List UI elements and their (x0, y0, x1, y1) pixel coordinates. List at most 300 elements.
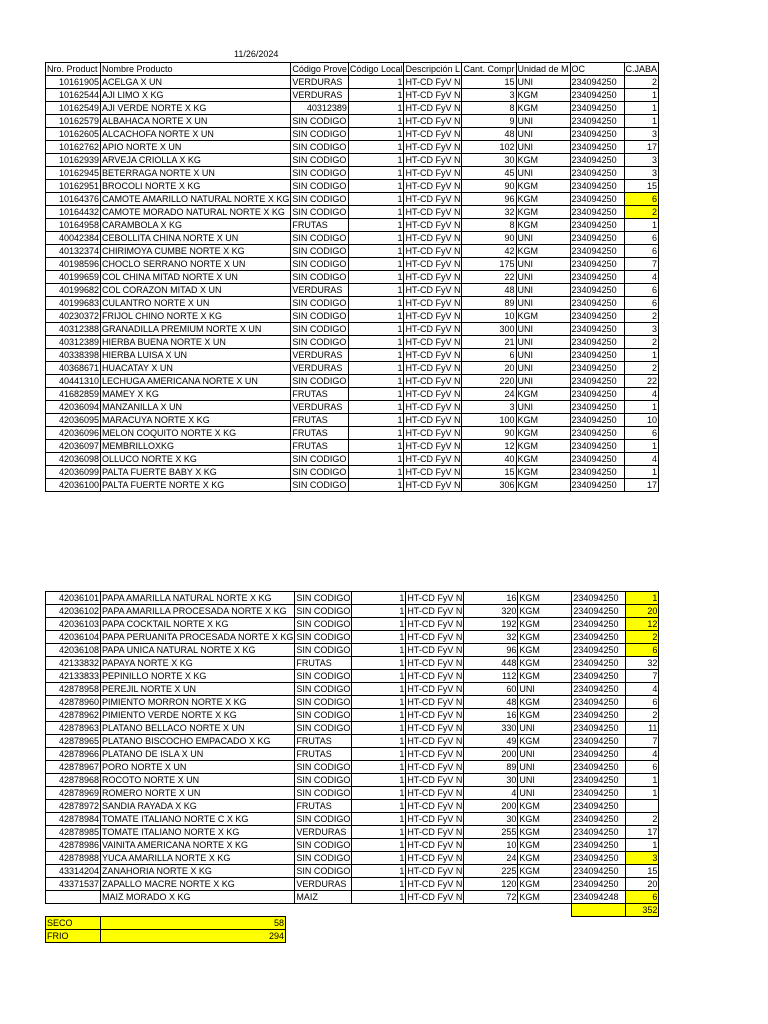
products-table-top (45, 62, 659, 492)
cell-desc: HT-CD FyV N (407, 736, 463, 746)
cell-cant: 24 (464, 852, 518, 865)
cell-nro: 10162544 (46, 89, 101, 102)
cell-nombre: BROCOLI NORTE X KG (101, 180, 291, 193)
cell-local: 1 (348, 453, 404, 466)
cell-cant: 72 (464, 891, 518, 904)
cell-cant: 15 (462, 76, 516, 89)
cell-local: 1 (352, 618, 406, 631)
total-row (46, 904, 659, 917)
cell-desc: HT-CD FyV N (405, 480, 461, 490)
table-row (46, 258, 659, 271)
cell-desc: HT-CD FyV N (405, 389, 461, 399)
cell-desc: HT-CD FyV N (407, 879, 463, 889)
cell-nombre: HIERBA LUISA X UN (101, 349, 291, 362)
table-row (46, 271, 659, 284)
cell-oc: 234094250 (570, 180, 624, 193)
cell-prov: SIN CODIGO (296, 606, 351, 616)
cell-unidad: KGM (518, 813, 572, 826)
cell-nombre: HIERBA BUENA NORTE X UN (101, 336, 291, 349)
cell-oc: 234094250 (570, 102, 624, 115)
column-header: C.JABA (625, 64, 658, 74)
column-header: Código Prove (292, 64, 347, 74)
cell-jaba: 20 (626, 605, 659, 618)
table-row (46, 362, 659, 375)
cell-nombre: CAMOTE MORADO NATURAL NORTE X KG (101, 206, 291, 219)
cell-nro: 43371537 (46, 878, 101, 891)
cell-unidad: KGM (516, 479, 570, 492)
cell-desc: HT-CD FyV N (405, 428, 461, 438)
cell-cant: 220 (462, 375, 516, 388)
cell-local: 1 (352, 644, 406, 657)
cell-unidad: KGM (516, 466, 570, 479)
cell-nro: 42878972 (46, 800, 101, 813)
cell-jaba: 17 (626, 826, 659, 839)
cell-jaba: 2 (624, 76, 659, 89)
cell-prov: FRUTAS (291, 427, 349, 440)
cell-nombre: PEPINILLO NORTE X KG (101, 670, 295, 683)
empty-cell (46, 904, 101, 917)
cell-prov: SIN CODIGO (291, 479, 349, 492)
cell-nombre: MELON COQUITO NORTE X KG (101, 427, 291, 440)
cell-cant: 24 (462, 388, 516, 401)
cell-nro: 42036096 (46, 427, 101, 440)
cell-nro: 42878968 (46, 774, 101, 787)
total-jaba: 352 (626, 904, 659, 917)
cell-desc: HT-CD FyV N (405, 129, 461, 139)
cell-local: 1 (348, 466, 404, 479)
cell-nro: 42036094 (46, 401, 101, 414)
table-row (46, 631, 659, 644)
cell-local: 1 (352, 683, 406, 696)
table-row (46, 826, 659, 839)
cell-jaba: 3 (626, 852, 659, 865)
column-header: Nombre Producto (101, 63, 291, 76)
cell-cant: 225 (464, 865, 518, 878)
cell-nombre: FRIJOL CHINO NORTE X KG (101, 310, 291, 323)
cell-cant: 192 (464, 618, 518, 631)
cell-nro: 40312389 (46, 336, 101, 349)
cell-nombre: PIMIENTO MORRON NORTE X KG (101, 696, 295, 709)
table-row (46, 683, 659, 696)
cell-nro: 43314204 (46, 865, 101, 878)
cell-desc: HT-CD FyV N (405, 311, 461, 321)
cell-desc: HT-CD FyV N (405, 324, 461, 334)
cell-nombre: CAMOTE AMARILLO NATURAL NORTE X KG (102, 194, 290, 204)
cell-nro: 42036095 (46, 414, 101, 427)
cell-unidad: UNI (518, 683, 572, 696)
cell-desc: HT-CD FyV N (405, 272, 461, 282)
table-row (46, 245, 659, 258)
table-row (46, 349, 659, 362)
cell-nro: 42036103 (46, 618, 101, 631)
cell-nombre: CULANTRO NORTE X UN (101, 297, 291, 310)
cell-cant: 21 (462, 336, 516, 349)
cell-oc: 234094250 (570, 167, 624, 180)
cell-local: 1 (352, 891, 406, 904)
column-header: Unidad de M (517, 64, 569, 74)
cell-jaba: 1 (626, 592, 659, 605)
cell-nombre: ROMERO NORTE X UN (101, 787, 295, 800)
cell-local: 1 (352, 605, 406, 618)
cell-jaba: 7 (624, 258, 659, 271)
cell-jaba: 11 (626, 722, 659, 735)
cell-jaba: 2 (624, 206, 659, 219)
cell-nro: 42878969 (46, 787, 101, 800)
cell-desc: HT-CD FyV N (407, 632, 463, 642)
cell-cant: 4 (464, 787, 518, 800)
cell-prov: FRUTAS (295, 748, 352, 761)
cell-unidad: UNI (516, 271, 570, 284)
cell-nro: 10164376 (46, 193, 101, 206)
cell-unidad: UNI (516, 141, 570, 154)
cell-nro: 10164432 (46, 206, 101, 219)
cell-oc: 234094250 (570, 89, 624, 102)
cell-nro: 10162762 (46, 141, 101, 154)
cell-unidad: UNI (516, 232, 570, 245)
cell-local: 1 (352, 852, 406, 865)
cell-nro: 42878988 (46, 852, 101, 865)
cell-cant: 112 (464, 670, 518, 683)
header-row (46, 63, 659, 76)
cell-nro: 42878985 (46, 826, 101, 839)
summary-table (45, 916, 286, 943)
cell-local: 1 (348, 479, 404, 492)
cell-local: 1 (352, 800, 406, 813)
cell-unidad: UNI (516, 128, 570, 141)
cell-unidad: KGM (518, 839, 572, 852)
cell-unidad: KGM (516, 440, 570, 453)
cell-prov: FRUTAS (295, 800, 352, 813)
table-row (46, 284, 659, 297)
cell-desc: HT-CD FyV N (407, 697, 463, 707)
cell-nro: 42036104 (46, 631, 101, 644)
cell-oc: 234094250 (570, 284, 624, 297)
cell-nro: 40199682 (46, 284, 101, 297)
cell-unidad: UNI (516, 76, 570, 89)
table-row (46, 813, 659, 826)
cell-cant: 120 (464, 878, 518, 891)
cell-jaba: 1 (624, 89, 659, 102)
cell-nombre: HUACATAY X UN (101, 362, 291, 375)
cell-nro: 40199683 (46, 297, 101, 310)
table-row (46, 206, 659, 219)
cell-unidad: UNI (518, 761, 572, 774)
cell-jaba: 4 (626, 748, 659, 761)
cell-prov: SIN CODIGO (291, 323, 349, 336)
cell-nro: 42878984 (46, 813, 101, 826)
cell-oc: 234094250 (570, 219, 624, 232)
cell-unidad: KGM (516, 89, 570, 102)
cell-nro: 42878986 (46, 839, 101, 852)
cell-desc: HT-CD FyV N (405, 298, 461, 308)
cell-jaba: 32 (626, 657, 659, 670)
cell-local: 1 (348, 89, 404, 102)
cell-nombre: TOMATE ITALIANO NORTE X KG (101, 826, 295, 839)
cell-prov: SIN CODIGO (296, 710, 351, 720)
cell-prov: SIN CODIGO (291, 154, 349, 167)
column-header: OC (570, 63, 624, 76)
cell-desc: HT-CD FyV N (405, 363, 461, 373)
cell-oc: 234094250 (572, 826, 626, 839)
table-row (46, 722, 659, 735)
table-row (46, 141, 659, 154)
cell-prov: FRUTAS (291, 388, 349, 401)
cell-cant: 16 (464, 709, 518, 722)
cell-desc: HT-CD FyV N (405, 168, 461, 178)
table-row (46, 761, 659, 774)
cell-oc: 234094250 (572, 683, 626, 696)
cell-unidad: KGM (518, 605, 572, 618)
cell-jaba: 6 (626, 891, 659, 904)
cell-oc: 234094250 (572, 592, 626, 605)
cell-cant: 96 (462, 193, 516, 206)
cell-cant: 48 (464, 696, 518, 709)
cell-jaba: 7 (626, 670, 659, 683)
cell-jaba: 10 (624, 414, 659, 427)
cell-desc: HT-CD FyV N (405, 142, 461, 152)
cell-unidad: KGM (516, 193, 570, 206)
cell-desc: HT-CD FyV N (405, 350, 461, 360)
cell-nombre: PAPA COCKTAIL NORTE X KG (101, 618, 295, 631)
cell-jaba: 2 (626, 813, 659, 826)
cell-desc: HT-CD FyV N (407, 658, 463, 668)
cell-local: 1 (348, 193, 404, 206)
cell-jaba: 6 (624, 284, 659, 297)
cell-desc: HT-CD FyV N (407, 723, 463, 733)
cell-nombre: YUCA AMARILLA NORTE X KG (101, 852, 295, 865)
cell-nombre: ZANAHORIA NORTE X KG (101, 865, 295, 878)
cell-unidad: KGM (518, 800, 572, 813)
cell-cant: 200 (464, 748, 518, 761)
cell-oc: 234094250 (572, 722, 626, 735)
cell-jaba: 12 (626, 618, 659, 631)
empty-cell (464, 904, 518, 917)
cell-desc: HT-CD FyV N (407, 892, 463, 902)
table-row (46, 479, 659, 492)
table-row (46, 323, 659, 336)
cell-nombre: CEBOLLITA CHINA NORTE X UN (101, 232, 291, 245)
cell-oc: 234094250 (570, 232, 624, 245)
cell-cant: 10 (462, 310, 516, 323)
cell-nombre: PALTA FUERTE NORTE X KG (101, 479, 291, 492)
summary-label: FRIO (46, 930, 101, 943)
cell-nombre: OLLUCO NORTE X KG (101, 453, 291, 466)
cell-nro: 42133832 (46, 657, 101, 670)
cell-nombre: MAMEY X KG (101, 388, 291, 401)
cell-nombre: PALTA FUERTE BABY X KG (101, 466, 291, 479)
cell-nro: 42036097 (46, 440, 101, 453)
cell-oc: 234094250 (572, 670, 626, 683)
cell-local: 1 (348, 219, 404, 232)
cell-local: 1 (352, 670, 406, 683)
table-row (46, 466, 659, 479)
cell-local: 1 (348, 401, 404, 414)
cell-local: 1 (348, 76, 404, 89)
cell-nombre: MANZANILLA X UN (101, 401, 291, 414)
cell-nombre: COL CORAZON MITAD X UN (101, 284, 291, 297)
empty-cell (352, 904, 406, 917)
cell-desc: HT-CD FyV N (405, 77, 461, 87)
cell-jaba: 6 (624, 193, 659, 206)
cell-oc: 234094250 (572, 800, 626, 813)
cell-jaba: 1 (624, 440, 659, 453)
cell-nro: 40132374 (46, 245, 101, 258)
cell-jaba: 2 (624, 336, 659, 349)
table-row (46, 440, 659, 453)
cell-prov: SIN CODIGO (291, 167, 349, 180)
cell-prov: VERDURAS (291, 284, 349, 297)
cell-cant: 30 (464, 774, 518, 787)
cell-prov: VERDURAS (291, 362, 349, 375)
cell-oc: 234094250 (572, 605, 626, 618)
cell-nombre: PAPA PERUANITA PROCESADA NORTE X KG (102, 632, 294, 642)
cell-cant: 12 (462, 440, 516, 453)
cell-unidad: KGM (516, 180, 570, 193)
cell-desc: HT-CD FyV N (405, 220, 461, 230)
cell-cant: 22 (462, 271, 516, 284)
cell-oc: 234094250 (570, 388, 624, 401)
cell-oc: 234094250 (572, 631, 626, 644)
cell-local: 1 (352, 592, 406, 605)
cell-oc: 234094250 (572, 748, 626, 761)
report-date: 11/26/2024 (234, 49, 279, 59)
cell-cant: 89 (464, 761, 518, 774)
cell-cant: 330 (464, 722, 518, 735)
cell-jaba: 1 (624, 401, 659, 414)
cell-unidad: KGM (518, 826, 572, 839)
cell-prov: SIN CODIGO (291, 115, 349, 128)
cell-jaba: 1 (626, 839, 659, 852)
cell-cant: 300 (462, 323, 516, 336)
cell-jaba: 20 (626, 878, 659, 891)
cell-prov: SIN CODIGO (296, 762, 351, 772)
cell-oc: 234094250 (572, 839, 626, 852)
cell-cant: 3 (462, 401, 516, 414)
cell-local: 1 (348, 414, 404, 427)
cell-oc: 234094250 (572, 735, 626, 748)
cell-cant: 45 (462, 167, 516, 180)
cell-local: 1 (348, 362, 404, 375)
table-row (46, 852, 659, 865)
cell-unidad: KGM (516, 102, 570, 115)
cell-prov: SIN CODIGO (291, 180, 349, 193)
cell-prov: VERDURAS (291, 89, 349, 102)
cell-local: 1 (348, 154, 404, 167)
table-row (46, 336, 659, 349)
cell-jaba: 1 (626, 787, 659, 800)
cell-local: 1 (348, 245, 404, 258)
cell-nro: 40199659 (46, 271, 101, 284)
cell-local: 1 (348, 284, 404, 297)
cell-oc: 234094250 (570, 297, 624, 310)
cell-prov: SIN CODIGO (296, 775, 351, 785)
cell-prov: FRUTAS (295, 735, 352, 748)
cell-unidad: KGM (518, 852, 572, 865)
cell-unidad: KGM (518, 618, 572, 631)
cell-nro: 42036108 (46, 644, 101, 657)
cell-oc: 234094250 (570, 440, 624, 453)
cell-local: 1 (352, 787, 406, 800)
cell-jaba: 1 (624, 349, 659, 362)
table-row (46, 644, 659, 657)
cell-jaba: 1 (624, 466, 659, 479)
cell-oc: 234094250 (570, 154, 624, 167)
cell-oc: 234094250 (572, 852, 626, 865)
cell-oc: 234094250 (570, 362, 624, 375)
cell-local: 1 (352, 865, 406, 878)
cell-nombre: PLATANO DE ISLA X UN (101, 748, 295, 761)
cell-unidad: KGM (516, 245, 570, 258)
cell-prov: SIN CODIGO (296, 645, 351, 655)
cell-prov: FRUTAS (291, 414, 349, 427)
cell-prov: SIN CODIGO (296, 866, 351, 876)
cell-prov: SIN CODIGO (291, 141, 349, 154)
cell-oc: 234094250 (572, 813, 626, 826)
cell-cant: 89 (462, 297, 516, 310)
cell-oc: 234094250 (572, 644, 626, 657)
cell-local: 1 (348, 440, 404, 453)
cell-jaba: 6 (624, 245, 659, 258)
cell-local: 1 (352, 709, 406, 722)
cell-jaba: 6 (626, 644, 659, 657)
cell-prov: SIN CODIGO (296, 671, 351, 681)
cell-oc: 234094250 (570, 206, 624, 219)
table-row (46, 128, 659, 141)
cell-desc: HT-CD FyV N (407, 827, 463, 837)
cell-local: 1 (352, 631, 406, 644)
cell-jaba: 4 (624, 271, 659, 284)
cell-oc: 234094250 (570, 414, 624, 427)
cell-unidad: KGM (516, 427, 570, 440)
cell-local: 1 (348, 310, 404, 323)
cell-desc: HT-CD FyV N (405, 155, 461, 165)
table-row (46, 375, 659, 388)
table-row (46, 232, 659, 245)
cell-local: 1 (348, 141, 404, 154)
cell-unidad: KGM (518, 865, 572, 878)
cell-nro: 40441310 (46, 375, 101, 388)
cell-unidad: KGM (516, 219, 570, 232)
cell-prov: 40312389 (291, 102, 349, 115)
cell-prov: MAIZ (295, 891, 352, 904)
summary-label: SECO (46, 917, 101, 930)
cell-nombre: PLATANO BISCOCHO EMPACADO X KG (101, 735, 295, 748)
cell-nombre: VAINITA AMERICANA NORTE X KG (101, 839, 295, 852)
cell-local: 1 (348, 427, 404, 440)
cell-jaba: 1 (624, 219, 659, 232)
table-row (46, 696, 659, 709)
cell-unidad: KGM (516, 453, 570, 466)
cell-local: 1 (348, 180, 404, 193)
column-header: Cant. Compr (463, 64, 515, 74)
table-row (46, 297, 659, 310)
table-row (46, 735, 659, 748)
cell-cant: 320 (464, 605, 518, 618)
cell-jaba: 1 (626, 774, 659, 787)
cell-nro: 41682859 (46, 388, 101, 401)
cell-unidad: KGM (516, 388, 570, 401)
cell-cant: 306 (462, 479, 516, 492)
table-row (46, 180, 659, 193)
cell-prov: SIN CODIGO (291, 245, 349, 258)
table-row (46, 388, 659, 401)
cell-desc: HT-CD FyV N (407, 593, 463, 603)
cell-nombre: COL CHINA MITAD NORTE X UN (101, 271, 291, 284)
cell-cant: 90 (462, 232, 516, 245)
cell-desc: HT-CD FyV N (407, 853, 463, 863)
cell-local: 1 (352, 748, 406, 761)
cell-desc: HT-CD FyV N (407, 671, 463, 681)
